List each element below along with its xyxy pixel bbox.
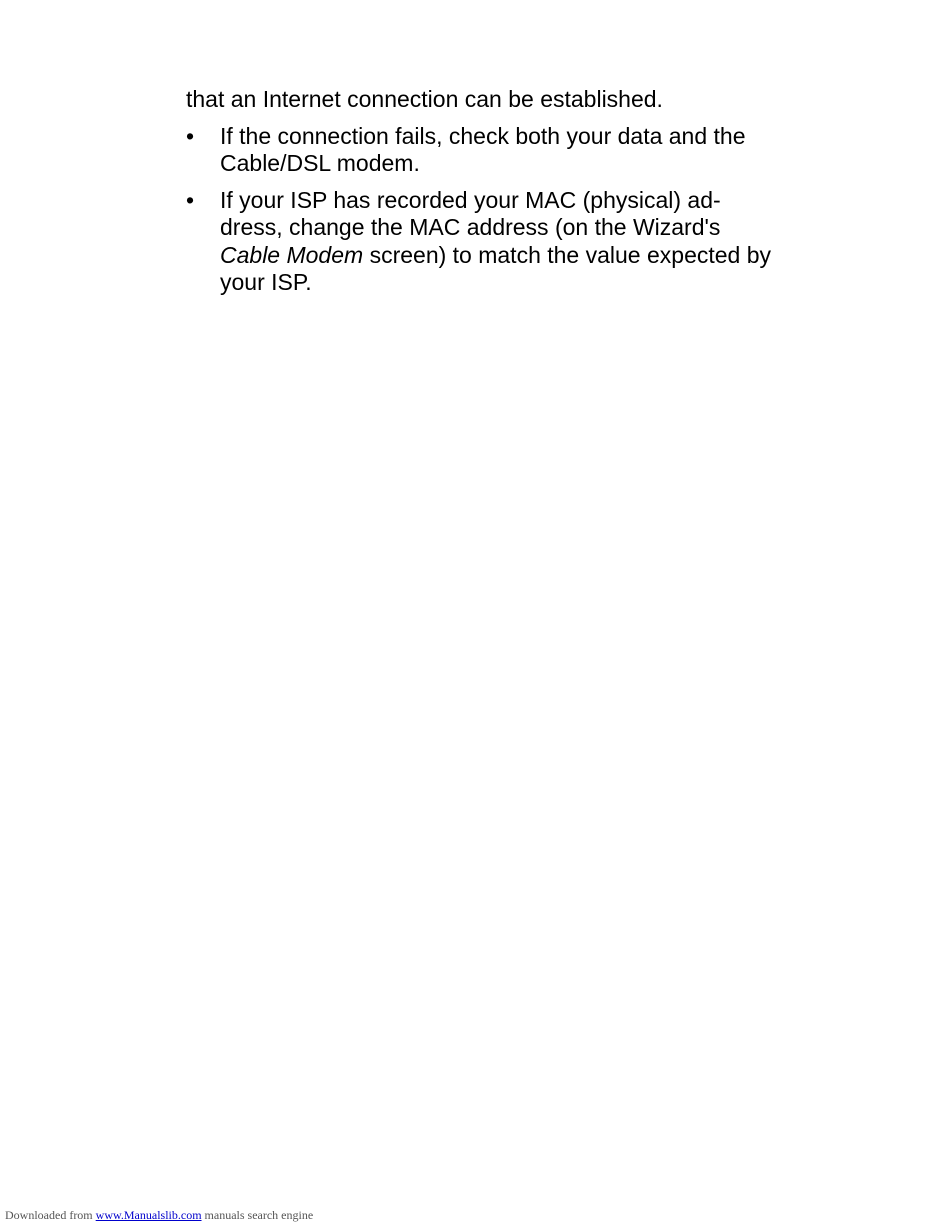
footer-suffix: manuals search engine (201, 1208, 314, 1222)
bullet-text-line: Cable/DSL modem. (220, 150, 420, 176)
bullet-text-line: your ISP. (220, 269, 312, 295)
bullet-icon: • (186, 122, 195, 149)
bullet-text-line: dress, change the MAC address (on the Wizard's (220, 214, 721, 240)
list-item (186, 187, 826, 297)
intro-paragraph: that an Internet connection can be established. (186, 86, 663, 112)
download-footer (5, 1208, 313, 1223)
bullet-list (186, 123, 826, 297)
footer-prefix: Downloaded from (5, 1208, 96, 1222)
bullet-text-segment: screen) to match the value expected by (363, 241, 772, 268)
document-body (186, 86, 826, 306)
bullet-text-line (220, 242, 826, 270)
list-item (186, 123, 826, 178)
bullet-text-line: If the connection fails, check both your data and the (220, 122, 746, 149)
emphasis-text: Cable Modem (220, 241, 364, 268)
bullet-icon: • (186, 186, 195, 213)
manualslib-link[interactable]: www.Manualslib.com (95, 1208, 202, 1222)
bullet-text-line: If your ISP has recorded your MAC (physical) ad- (220, 186, 721, 213)
